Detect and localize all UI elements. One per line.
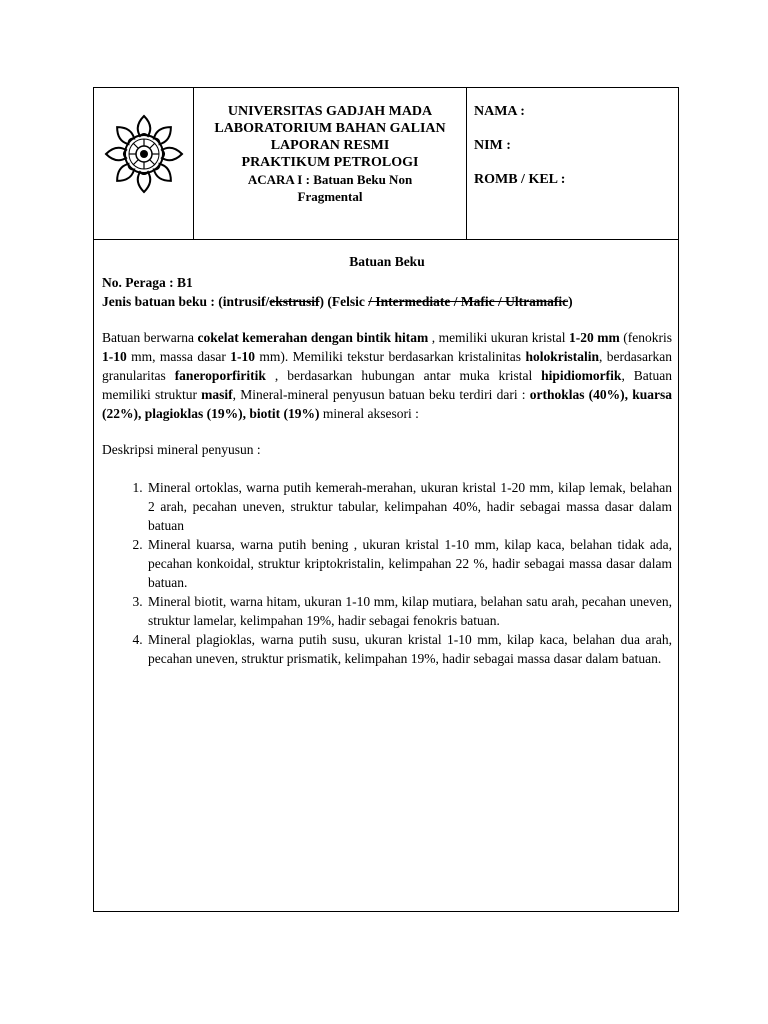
list-item: 1. Mineral ortoklas, warna putih kemerah-merahan, ukuran kristal 1-20 mm, kilap lemak, belahan 2 arah, pecahan uneven, struktur tabular, kelimpahan 40%, hadir sebagai massa dasar dalam batuan xyxy=(146,478,672,535)
section-title: Batuan Beku xyxy=(349,254,425,269)
mineral-list xyxy=(102,478,672,668)
list-item: 3. Mineral biotit, warna hitam, ukuran 1-10 mm, kilap mutiara, belahan satu arah, pecahan uneven, struktur lamelar, kelimpahan 19%, hadir sebagai fenokris batuan. xyxy=(146,592,672,630)
acara-line-2: Fragmental xyxy=(297,189,363,204)
peraga-number: No. Peraga : B1 xyxy=(102,275,193,290)
list-item: 4. Mineral plagioklas, warna putih susu, ukuran kristal 1-10 mm, kilap kaca, belahan dua arah, pecahan uneven, struktur prismatik, kelimpahan 19%, hadir sebagai massa dasar dalam batuan. xyxy=(146,630,672,668)
nim-label: NIM : xyxy=(474,138,511,153)
student-info xyxy=(474,104,565,206)
list-item: 2. Mineral kuarsa, warna putih bening , ukuran kristal 1-10 mm, kilap kaca, belahan tidak ada, pecahan konkoidal, struktur kriptokristalin, kelimpahan 22 %, hadir sebagai massa dasar dalam batuan. xyxy=(146,535,672,592)
logo-cell xyxy=(94,88,194,239)
romb-label: ROMB / KEL : xyxy=(474,172,566,187)
struck-other-types: / Intermediate / Mafic / Ultramafic xyxy=(368,294,569,309)
lab-name: LABORATORIUM BAHAN GALIAN xyxy=(214,121,446,136)
rock-description: Batuan berwarna cokelat kemerahan dengan bintik hitam , memiliki ukuran kristal 1-20 mm (fenokris 1-10 mm, massa dasar 1-10 mm). Memiliki tekstur berdasarkan kristalinitas holokristalin, berdasarkan granularitas faneroporfiritik , berdasarkan hubungan antar muka kristal hipidiomorfik, Batuan memiliki struktur masif, Mineral-mineral penyusun batuan beku terdiri dari : orthoklas (40%), kuarsa (22%), plagioklas (19%), biotit (19%) mineral aksesori : xyxy=(102,330,673,421)
mineral-description-title: Deskripsi mineral penyusun : xyxy=(102,442,261,457)
acara-line-1: ACARA I : Batuan Beku Non xyxy=(247,172,413,187)
practicum-name: PRAKTIKUM PETROLOGI xyxy=(241,155,419,170)
rock-type-line: Jenis batuan beku : (intrusif/ekstrusif) (Felsic / Intermediate / Mafic / Ultramafic) xyxy=(102,294,573,309)
ugm-seal-icon xyxy=(102,112,186,196)
nama-label: NAMA : xyxy=(474,104,525,119)
header-title-block xyxy=(194,88,467,239)
report-header xyxy=(94,88,678,240)
university-name: UNIVERSITAS GADJAH MADA xyxy=(227,104,433,119)
report-body xyxy=(102,252,672,668)
report-type: LAPORAN RESMI xyxy=(270,138,390,153)
report-frame xyxy=(93,87,679,912)
struck-ekstrusif: ekstrusif xyxy=(269,294,320,309)
